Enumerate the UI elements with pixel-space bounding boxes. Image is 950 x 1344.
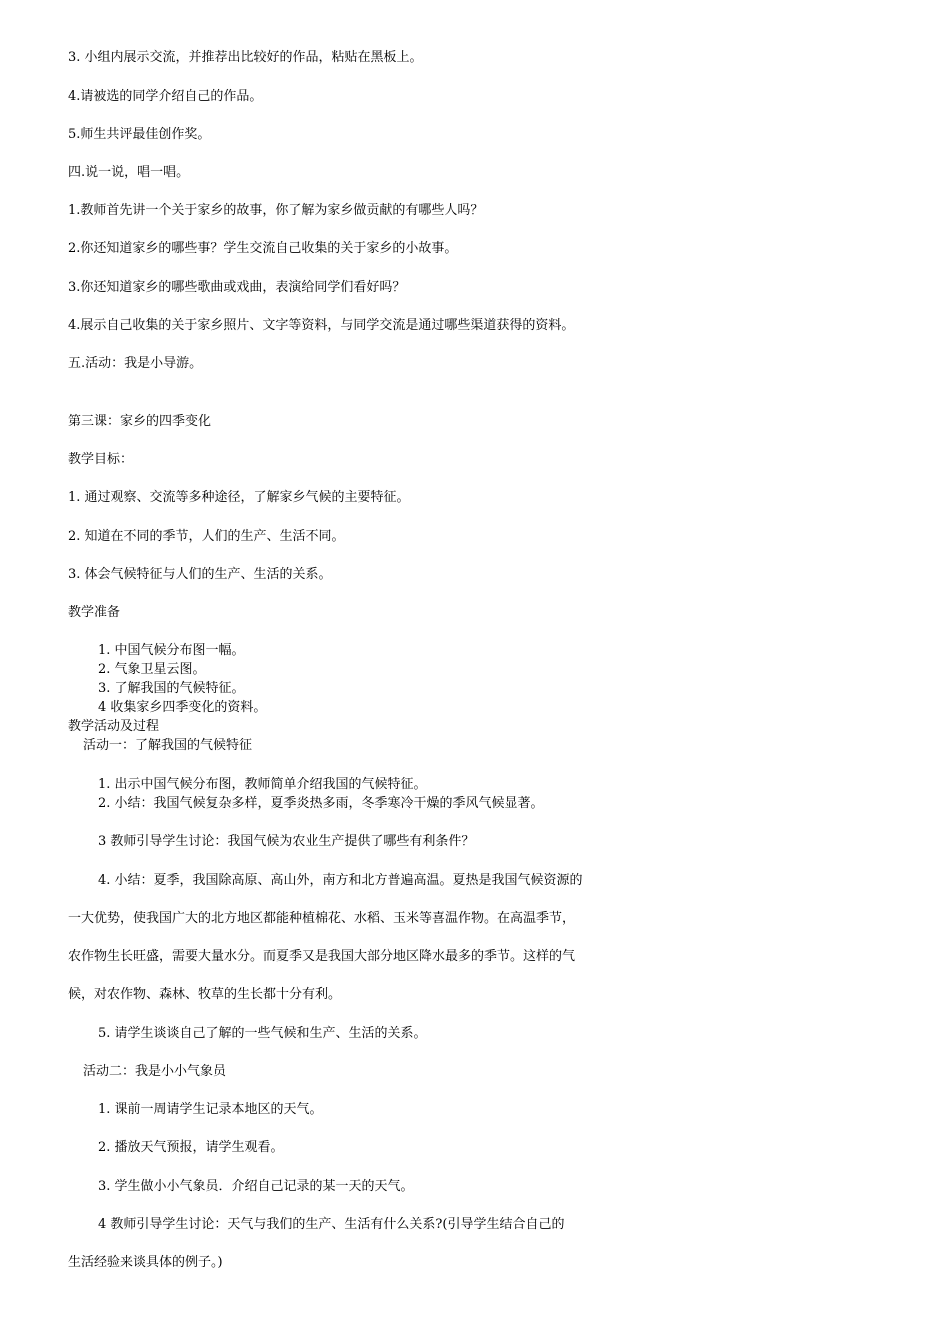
text-line: 3.你还知道家乡的哪些歌曲或戏曲，表演给同学们看好吗？ [68,280,406,295]
text-line: 5.师生共评最佳创作奖。 [68,127,211,142]
text-line: 2.你还知道家乡的哪些事？学生交流自己收集的关于家乡的小故事。 [68,241,458,256]
activity-heading: 活动一：了解我国的气候特征 [83,738,253,753]
text-line: 一大优势，使我国广大的北方地区都能种植棉花、水稻、玉米等喜温作物。在高温季节， [68,911,576,926]
text-line: 1.教师首先讲一个关于家乡的故事，你了解为家乡做贡献的有哪些人吗？ [68,203,484,218]
text-line: 2. 知道在不同的季节，人们的生产、生活不同。 [68,529,345,544]
text-line: 3. 体会气候特征与人们的生产、生活的关系。 [68,567,332,582]
text-line: 1. 通过观察、交流等多种途径，了解家乡气候的主要特征。 [68,490,410,505]
section-heading: 教学活动及过程 [68,719,160,734]
text-line: 候，对农作物、森林、牧草的生长都十分有利。 [68,987,342,1002]
text-line: 生活经验来谈具体的例子。) [68,1255,223,1270]
list-item: 3 教师引导学生讨论：我国气候为农业生产提供了哪些有利条件？ [98,834,475,849]
text-line: 3. 小组内展示交流，并推荐出比较好的作品，粘贴在黑板上。 [68,50,423,65]
list-item: 2. 气象卫星云图。 [98,662,206,677]
lesson-title: 第三课：家乡的四季变化 [68,414,212,429]
list-item: 5. 请学生谈谈自己了解的一些气候和生产、生活的关系。 [98,1026,427,1041]
section-heading: 教学准备 [68,605,121,620]
section-heading: 教学目标： [68,452,134,467]
list-item: 4 收集家乡四季变化的资料。 [98,700,267,715]
text-line: 4.请被选的同学介绍自己的作品。 [68,89,263,104]
list-item: 2. 播放天气预报，请学生观看。 [98,1140,284,1155]
list-item: 4 教师引导学生讨论：天气与我们的生产、生活有什么关系?(引导学生结合自己的 [98,1217,565,1232]
list-item: 1. 中国气候分布图一幅。 [98,643,245,658]
list-item: 1. 出示中国气候分布图，教师简单介绍我国的气候特征。 [98,777,427,792]
list-item: 1. 课前一周请学生记录本地区的天气。 [98,1102,323,1117]
list-item: 4. 小结：夏季，我国除高原、高山外，南方和北方普遍高温。夏热是我国气候资源的 [98,873,583,888]
text-line: 农作物生长旺盛，需要大量水分。而夏季又是我国大部分地区降水最多的季节。这样的气 [68,949,576,964]
list-item: 3. 学生做小小气象员．介绍自己记录的某一天的天气。 [98,1179,414,1194]
list-item: 3. 了解我国的气候特征。 [98,681,245,696]
section-heading: 四.说一说，唱一唱。 [68,165,190,180]
text-line: 4.展示自己收集的关于家乡照片、文字等资料，与同学交流是通过哪些渠道获得的资料。 [68,318,575,333]
list-item: 2. 小结：我国气候复杂多样，夏季炎热多雨，冬季寒冷干燥的季风气候显著。 [98,796,544,811]
section-heading: 五.活动：我是小导游。 [68,356,203,371]
activity-heading: 活动二：我是小小气象员 [83,1064,227,1079]
